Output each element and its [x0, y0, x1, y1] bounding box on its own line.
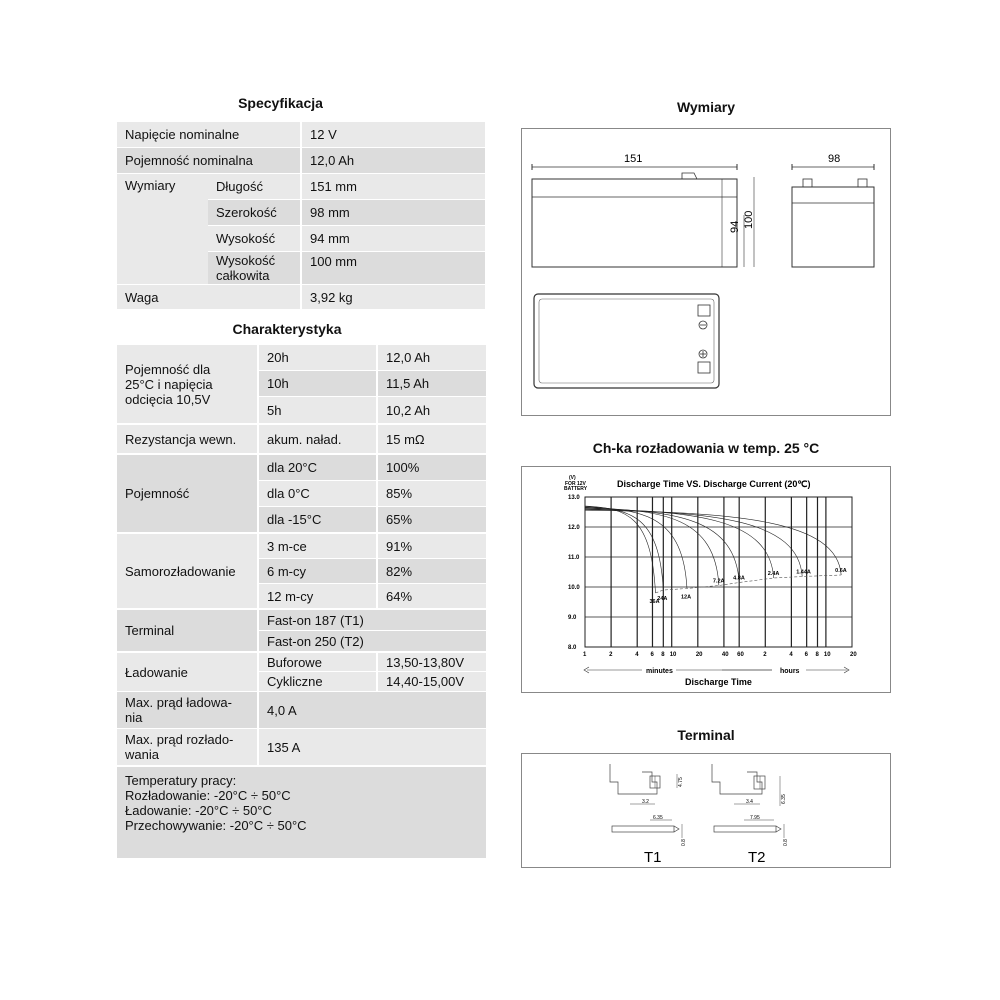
- char-title: Charakterystyka: [232, 321, 342, 337]
- discharge-chart: [522, 467, 889, 691]
- dims-title: Wymiary: [676, 99, 736, 115]
- char-max-charge-label: Max. prąd ładowa- nia: [117, 692, 257, 728]
- chart-xtick-label: 20: [695, 652, 703, 658]
- spec-title: Specyfikacja: [238, 95, 323, 111]
- dim-height: 94: [729, 220, 741, 233]
- char-temp-k2: dla -15°C: [259, 507, 376, 532]
- chart-xtick-label: 20: [850, 652, 857, 658]
- t2-dim-a: 3.4: [746, 799, 753, 805]
- char-cap-v1: 11,5 Ah: [378, 371, 486, 396]
- terminal-t1: T1: [644, 849, 662, 866]
- chart-xtick-label: 2: [763, 652, 767, 658]
- dims-drawing: [521, 128, 891, 416]
- t1-dim-a: 3.2: [642, 799, 649, 805]
- char-cycle-label: Cykliczne: [259, 672, 376, 691]
- discharge-chart-box: [521, 466, 891, 693]
- chart-current-label: 4.8A: [733, 575, 745, 582]
- char-max-charge-value: 4,0 A: [259, 692, 486, 728]
- chart-xticks: [583, 652, 857, 658]
- spec-voltage-value: 12 V: [302, 122, 485, 147]
- spec-total-height-label: Wysokość całkowita: [208, 252, 300, 284]
- char-capacity-label: Pojemność dla 25°C i napięcia odcięcia 10,5V: [117, 345, 257, 423]
- char-temp-v2: 65%: [378, 507, 486, 532]
- chart-ytick-label: 9.0: [568, 615, 577, 621]
- chart-current-label: 2.4A: [767, 571, 780, 577]
- chart-hours: hours: [780, 668, 800, 675]
- char-cap-v2: 10,2 Ah: [378, 397, 486, 423]
- chart-xtick-label: 8: [661, 652, 665, 658]
- chart-ytick-label: 12.0: [568, 525, 580, 531]
- chart-ytick-label: 8.0: [568, 645, 577, 651]
- char-temperatures: Temperatury pracy: Rozładowanie: -20°C ÷ 50°C Ładowanie: -20°C ÷ 50°C Przechowywanie: -20°C ÷ 50°C: [117, 767, 486, 858]
- chart-xtick-label: 4: [789, 652, 793, 658]
- spec-width-label: Szerokość: [208, 200, 300, 225]
- char-charging-label: Ładowanie: [117, 653, 257, 691]
- chart-cutoff-line: [655, 575, 841, 593]
- chart-yticks: [568, 495, 580, 651]
- chart-current-label: 36A: [649, 599, 660, 605]
- char-temp-k1: dla 0°C: [259, 481, 376, 506]
- chart-xtick-label: 8: [815, 652, 819, 658]
- char-terminal-2: Fast-on 250 (T2): [259, 631, 486, 651]
- chart-discharge-curve: [585, 508, 739, 582]
- char-cap-v0: 12,0 Ah: [378, 345, 486, 370]
- battery-dimension-drawing: [522, 129, 889, 414]
- spec-weight-label: Waga: [117, 285, 300, 309]
- chart-current-label: 0.6A: [835, 568, 847, 574]
- char-float-value: 13,50-13,80V: [378, 653, 486, 671]
- char-terminal-1: Fast-on 187 (T1): [259, 610, 486, 630]
- chart-xtick-label: 1: [583, 652, 587, 658]
- char-cap-k0: 20h: [259, 345, 376, 370]
- spec-voltage-label: Napięcie nominalne: [117, 122, 300, 147]
- t1-dim-c: 4.75: [678, 777, 684, 787]
- char-max-discharge-value: 135 A: [259, 729, 486, 765]
- chart-minutes: minutes: [646, 668, 673, 675]
- char-resistance-key: akum. naład.: [259, 425, 376, 453]
- chart-current-label: 1.44A: [796, 569, 811, 576]
- t2-dim-b: 7.95: [750, 815, 760, 821]
- spec-width-value: 98 mm: [302, 200, 485, 225]
- t2-dim-d: 0.8: [783, 839, 789, 846]
- spec-length-label: Długość: [208, 174, 300, 199]
- chart-discharge-curve: [585, 507, 663, 590]
- chart-xtick-label: 60: [737, 652, 744, 658]
- chart-xtick-label: 4: [635, 652, 639, 658]
- terminal-t2: T2: [748, 849, 766, 866]
- chart-grid: [585, 497, 852, 647]
- spec-height-label: Wysokość: [208, 226, 300, 251]
- chart-ytick-label: 13.0: [568, 495, 580, 501]
- chart-discharge-curve: [585, 510, 802, 577]
- dim-width: 98: [828, 153, 841, 165]
- char-self-k2: 12 m-cy: [259, 584, 376, 608]
- char-temp-v0: 100%: [378, 455, 486, 480]
- char-cycle-value: 14,40-15,00V: [378, 672, 486, 691]
- char-self-v2: 64%: [378, 584, 486, 608]
- spec-length-value: 151 mm: [302, 174, 485, 199]
- char-self-k1: 6 m-cy: [259, 559, 376, 583]
- chart-ynote-1: FOR 12V: [565, 481, 586, 487]
- char-terminal-label: Terminal: [117, 610, 257, 651]
- char-self-v1: 82%: [378, 559, 486, 583]
- chart-ytick-label: 11.0: [568, 555, 580, 561]
- char-self-k0: 3 m-ce: [259, 534, 376, 558]
- chart-xtick-label: 40: [721, 652, 729, 658]
- char-self-v0: 91%: [378, 534, 486, 558]
- chart-current-label: 24A: [657, 596, 668, 602]
- char-resistance-label: Rezystancja wewn.: [117, 425, 257, 453]
- t1-dim-b: 6.35: [653, 815, 663, 821]
- char-cap-k2: 5h: [259, 397, 376, 423]
- char-max-discharge-label: Max. prąd rozłado- wania: [117, 729, 257, 765]
- t2-dim-c: 6.35: [781, 794, 787, 804]
- char-self-label: Samorozładowanie: [117, 534, 257, 608]
- spec-dims-label: Wymiary: [117, 174, 208, 284]
- chart-plot-frame: [585, 497, 852, 647]
- chart-current-label: 12A: [680, 594, 692, 601]
- terminal-drawing: [521, 753, 891, 868]
- chart-discharge-curve: [585, 509, 774, 578]
- chart-xlabel: Discharge Time: [685, 677, 752, 687]
- chart-yunit: (V): [569, 475, 576, 481]
- char-float-label: Buforowe: [259, 653, 376, 671]
- chart-current-label: 7.2A: [712, 578, 725, 585]
- chart-ytick-label: 10.0: [568, 585, 580, 591]
- char-temp-cap-label: Pojemność: [117, 455, 257, 532]
- chart-xtick-label: 2: [609, 652, 613, 658]
- spec-capacity-label: Pojemność nominalna: [117, 148, 300, 173]
- chart-xtick-label: 6: [804, 652, 809, 658]
- chart-xtick-label: 6: [650, 652, 654, 658]
- spec-weight-value: 3,92 kg: [302, 285, 485, 309]
- dim-length: 151: [624, 153, 643, 165]
- terminal-title: Terminal: [677, 727, 735, 743]
- chart-title: Discharge Time VS. Discharge Current (20℃): [617, 479, 811, 489]
- char-temp-v1: 85%: [378, 481, 486, 506]
- discharge-title: Ch-ka rozładowania w temp. 25 °C: [592, 440, 820, 456]
- dim-total-height: 100: [743, 210, 755, 229]
- chart-xtick-label: 10: [669, 652, 677, 658]
- chart-xtick-label: 10: [823, 652, 831, 658]
- spec-capacity-value: 12,0 Ah: [302, 148, 485, 173]
- spec-height-value: 94 mm: [302, 226, 485, 251]
- char-cap-k1: 10h: [259, 371, 376, 396]
- chart-discharge-curve: [585, 506, 655, 593]
- char-resistance-value: 15 mΩ: [378, 425, 486, 453]
- spec-total-height-value: 100 mm: [302, 252, 485, 284]
- char-temp-k0: dla 20°C: [259, 455, 376, 480]
- t1-dim-d: 0.8: [681, 839, 687, 846]
- chart-ynote-2: BATTERY: [564, 486, 588, 492]
- terminal-diagram: [522, 754, 889, 866]
